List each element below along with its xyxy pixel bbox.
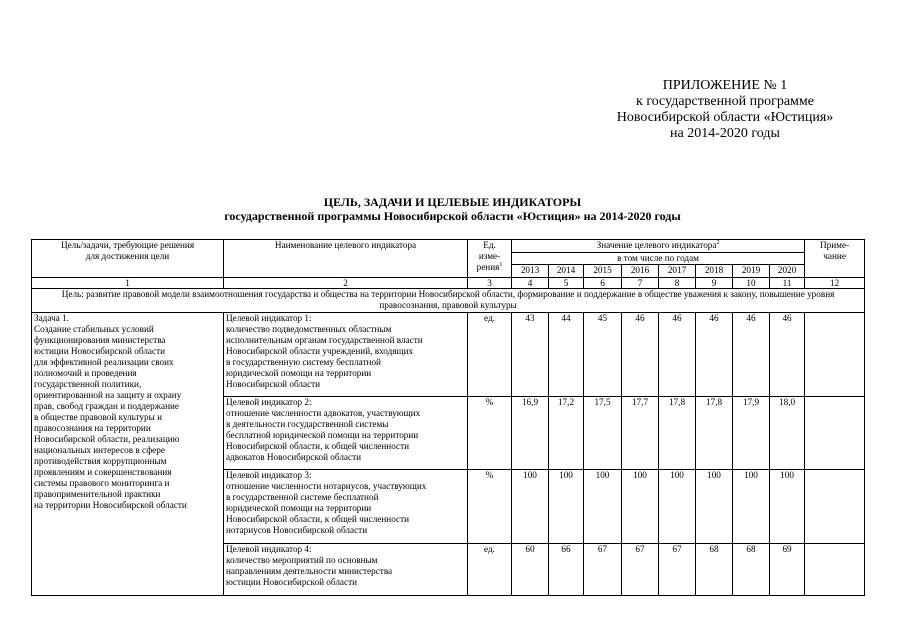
indicator-name: Целевой индикатор 4: количество мероприятий по основным направлениям деятельности министерства юстиции Новосибирской области (224, 544, 468, 596)
column-number: 8 (659, 278, 696, 289)
indicator-name: Целевой индикатор 3: отношение численности нотариусов, участвующих в государственной системе бесплатной юридической помощи на территории Новосибирской области, к общей численности нотариусов Новосибирской области (224, 470, 468, 544)
indicator-value: 67 (659, 544, 696, 596)
header-year: 2016 (622, 265, 659, 278)
indicator-value: 60 (512, 544, 549, 596)
indicator-value: 17,8 (659, 397, 696, 470)
header-year: 2014 (549, 265, 584, 278)
column-number: 12 (805, 278, 865, 289)
indicator-value: 67 (584, 544, 622, 596)
indicator-value: 100 (696, 470, 733, 544)
column-number: 7 (622, 278, 659, 289)
indicator-value: 44 (549, 313, 584, 397)
title-line-2: государственной программы Новосибирской области «Юстиция» на 2014-2020 годы (224, 209, 681, 223)
indicator-value: 45 (584, 313, 622, 397)
header-note: Приме- чание (805, 240, 865, 278)
indicator-unit: ед. (468, 544, 512, 596)
table-row (32, 313, 865, 397)
column-numbers-row (32, 278, 865, 289)
indicator-unit: % (468, 470, 512, 544)
header-year: 2013 (512, 265, 549, 278)
column-number: 4 (512, 278, 549, 289)
header-indicator-name: Наименование целевого индикатора (224, 240, 468, 278)
indicator-value: 17,7 (622, 397, 659, 470)
column-number: 1 (32, 278, 224, 289)
indicator-value: 100 (622, 470, 659, 544)
goal-text: Цель: развитие правовой модели взаимоотношения государства и общества на территории Новосибирской области, формирование и поддержание в обществе уважения к закону, повышение уровня правосознания, правовой культуры (32, 289, 865, 313)
indicator-value: 46 (696, 313, 733, 397)
header-unit (468, 240, 512, 278)
indicator-value: 69 (770, 544, 805, 596)
header-year: 2020 (770, 265, 805, 278)
indicator-name: Целевой индикатор 2: отношение численности адвокатов, участвующих в деятельности государственной системы бесплатной юридической помощи на территории Новосибирской области, к общей численности адвокатов Новосибирской области (224, 397, 468, 470)
task-1-text: Задача 1. Создание стабильных условий функционирования министерства юстиции Новосибирской области для эффективной реализации своих полномочий и проведения государственной политики, ориентированной на защиту и охрану прав, свобод граждан и поддержание в обществе правовой культуры и правосознания на территории Новосибирской области, реализацию национальных интересов в сфере противодействия коррупционным проявлениям и совершенствования системы правового мониторинга и правоприменительной практики на территории Новосибирской области (32, 313, 224, 596)
indicator-note (805, 397, 865, 470)
indicator-value: 100 (512, 470, 549, 544)
appendix-caption (560, 78, 890, 142)
appendix-line-3: Новосибирской области «Юстиция» (616, 110, 834, 125)
title-line-1: ЦЕЛЬ, ЗАДАЧИ И ЦЕЛЕВЫЕ ИНДИКАТОРЫ (323, 195, 582, 209)
column-number: 11 (770, 278, 805, 289)
appendix-line-4: на 2014-2020 годы (670, 126, 780, 141)
indicator-note (805, 470, 865, 544)
indicator-value: 67 (622, 544, 659, 596)
indicator-value: 17,5 (584, 397, 622, 470)
header-value-text: Значение целевого индикатора (596, 240, 717, 250)
indicator-value: 17,2 (549, 397, 584, 470)
header-year: 2018 (696, 265, 733, 278)
indicator-value: 16,9 (512, 397, 549, 470)
indicator-value: 100 (770, 470, 805, 544)
indicator-value: 100 (733, 470, 770, 544)
column-number: 5 (549, 278, 584, 289)
indicator-value: 46 (659, 313, 696, 397)
indicator-value: 46 (622, 313, 659, 397)
indicator-value: 18,0 (770, 397, 805, 470)
indicator-value: 46 (733, 313, 770, 397)
column-number: 10 (733, 278, 770, 289)
header-year: 2019 (733, 265, 770, 278)
indicator-value: 100 (584, 470, 622, 544)
header-year: 2017 (659, 265, 696, 278)
header-value-footnote: 2 (716, 239, 720, 246)
column-number: 3 (468, 278, 512, 289)
indicator-value: 17,9 (733, 397, 770, 470)
indicator-name: Целевой индикатор 1: количество подведомственных областным исполнительным органам государственной власти Новосибирской области учреждений, входящих в государственную систему бесплатной юридической помощи на территории Новосибирской области (224, 313, 468, 397)
header-value (512, 240, 805, 253)
indicator-unit: % (468, 397, 512, 470)
column-number: 2 (224, 278, 468, 289)
indicator-value: 100 (659, 470, 696, 544)
indicator-unit: ед. (468, 313, 512, 397)
goal-row (32, 289, 865, 313)
indicator-value: 17,8 (696, 397, 733, 470)
indicator-value: 68 (696, 544, 733, 596)
header-year: 2015 (584, 265, 622, 278)
column-number: 9 (696, 278, 733, 289)
appendix-line-2: к государственной программе (636, 94, 814, 109)
indicator-note (805, 313, 865, 397)
indicator-value: 68 (733, 544, 770, 596)
indicator-value: 66 (549, 544, 584, 596)
document-title (0, 195, 905, 223)
indicator-value: 43 (512, 313, 549, 397)
appendix-number: ПРИЛОЖЕНИЕ № 1 (662, 78, 788, 93)
header-unit-text: Ед. изме- рения (476, 240, 501, 272)
header-unit-footnote: 1 (499, 261, 503, 268)
indicator-value: 46 (770, 313, 805, 397)
indicator-value: 100 (549, 470, 584, 544)
column-number: 6 (584, 278, 622, 289)
indicators-table (31, 239, 865, 596)
header-by-year: в том числе по годам (512, 253, 805, 265)
header-goal-tasks: Цель/задачи, требующие решения для достижения цели (32, 240, 224, 278)
indicator-note (805, 544, 865, 596)
